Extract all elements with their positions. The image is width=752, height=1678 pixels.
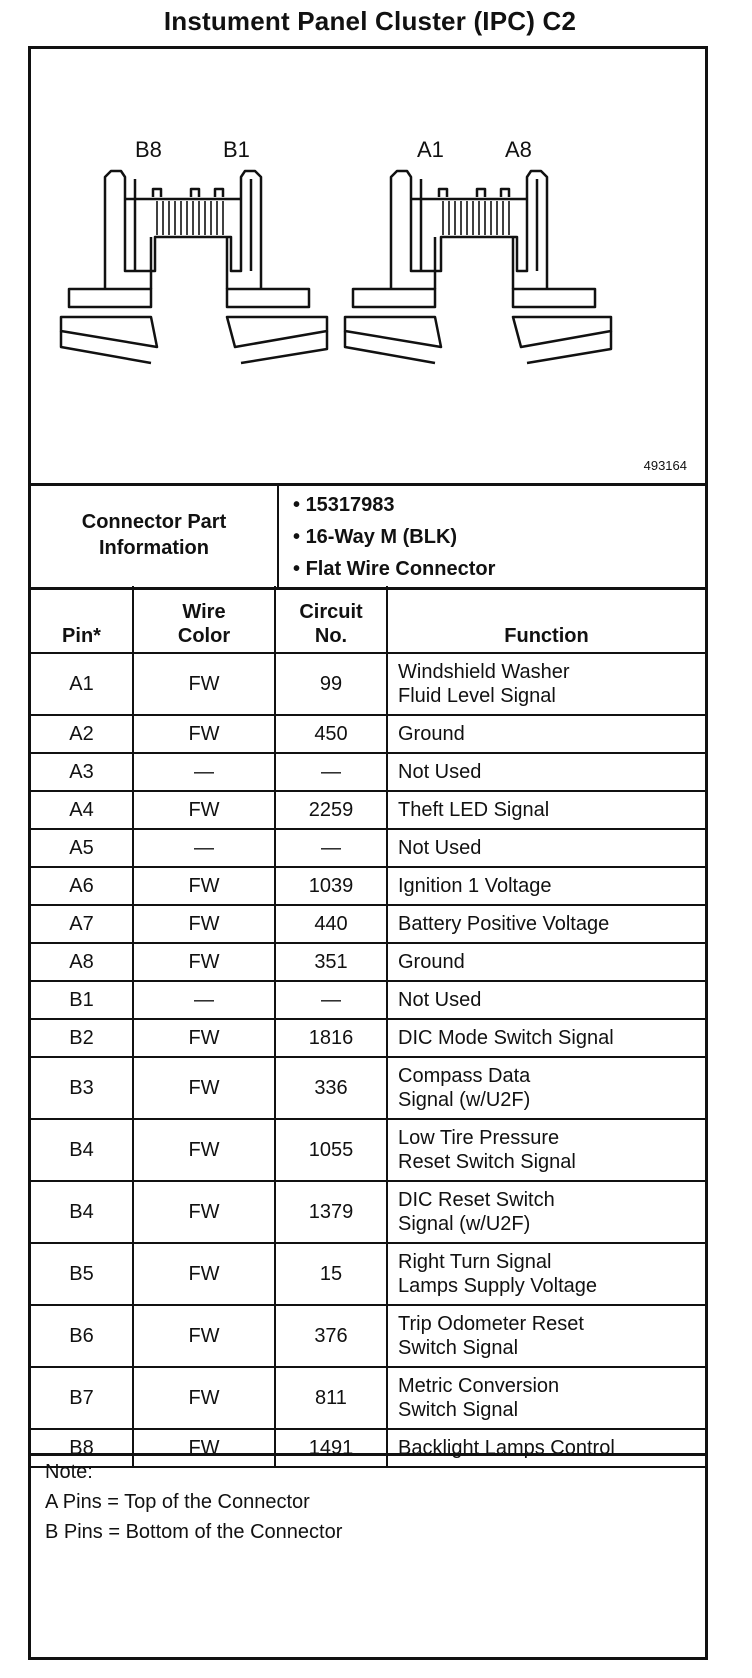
- wire-color-cell: FW: [133, 1367, 275, 1429]
- function-line-1: Ground: [398, 951, 465, 973]
- cpi-label-line2: Information: [99, 537, 209, 559]
- pin-cell: A6: [31, 867, 133, 905]
- table-row: [31, 1057, 705, 1119]
- pin-label-a8: A8: [505, 137, 532, 162]
- connector-type: • 16-Way M (BLK): [293, 521, 495, 553]
- function-line-1: Compass Data: [398, 1065, 531, 1087]
- pin-cell: B3: [31, 1057, 133, 1119]
- function-cell: [387, 715, 705, 753]
- wire-color-cell: FW: [133, 653, 275, 715]
- connector-sheet: [28, 46, 708, 1660]
- wire-color-cell: FW: [133, 1181, 275, 1243]
- function-line-1: DIC Mode Switch Signal: [398, 1027, 614, 1049]
- table-row: [31, 981, 705, 1019]
- function-cell: [387, 1181, 705, 1243]
- pin-cell: A2: [31, 715, 133, 753]
- pin-cell: B1: [31, 981, 133, 1019]
- function-cell: [387, 867, 705, 905]
- note-b-pins: B Pins = Bottom of the Connector: [45, 1521, 343, 1543]
- col-pin: Pin*: [31, 586, 133, 653]
- circuit-cell: 440: [275, 905, 387, 943]
- pin-cell: B2: [31, 1019, 133, 1057]
- wire-color-cell: FW: [133, 715, 275, 753]
- circuit-cell: 336: [275, 1057, 387, 1119]
- wire-color-cell: FW: [133, 1019, 275, 1057]
- table-row: [31, 905, 705, 943]
- note-block: [45, 1457, 342, 1547]
- pinout-table: [31, 586, 705, 1468]
- table-row: [31, 1305, 705, 1367]
- function-line-1: Metric Conversion: [398, 1375, 560, 1397]
- function-line-2: Reset Switch Signal: [398, 1151, 576, 1173]
- function-cell: [387, 943, 705, 981]
- circuit-cell: —: [275, 981, 387, 1019]
- connector-diagram: [31, 49, 705, 486]
- wire-color-cell: —: [133, 981, 275, 1019]
- pin-cell: A5: [31, 829, 133, 867]
- table-row: [31, 1119, 705, 1181]
- wire-color-cell: FW: [133, 867, 275, 905]
- connector-style: • Flat Wire Connector: [293, 553, 495, 585]
- circuit-cell: 1055: [275, 1119, 387, 1181]
- pin-cell: A7: [31, 905, 133, 943]
- wire-color-cell: FW: [133, 1119, 275, 1181]
- function-cell: [387, 1305, 705, 1367]
- function-line-2: Switch Signal: [398, 1337, 519, 1359]
- function-line-1: DIC Reset Switch: [398, 1189, 555, 1211]
- wire-color-cell: FW: [133, 1057, 275, 1119]
- circuit-cell: 1491: [275, 1429, 387, 1467]
- function-cell: [387, 905, 705, 943]
- table-row: [31, 1181, 705, 1243]
- function-line-2: Switch Signal: [398, 1399, 519, 1421]
- function-line-2: Signal (w/U2F): [398, 1213, 531, 1235]
- function-cell: [387, 1057, 705, 1119]
- pin-cell: A1: [31, 653, 133, 715]
- pin-cell: B5: [31, 1243, 133, 1305]
- circuit-cell: 811: [275, 1367, 387, 1429]
- pin-label-a1: A1: [417, 137, 444, 162]
- figure-id: 493164: [643, 458, 687, 473]
- pin-cell: A4: [31, 791, 133, 829]
- function-line-2: Lamps Supply Voltage: [398, 1275, 598, 1297]
- circuit-cell: 1816: [275, 1019, 387, 1057]
- connector-part-info-values: [293, 489, 495, 585]
- function-line-1: Theft LED Signal: [398, 799, 550, 821]
- col-wire-color: Wire Color: [133, 586, 275, 653]
- table-row: [31, 1019, 705, 1057]
- function-line-1: Right Turn Signal: [398, 1251, 552, 1273]
- function-cell: [387, 829, 705, 867]
- table-row: [31, 791, 705, 829]
- table-header-row: [31, 586, 705, 653]
- table-row: [31, 1367, 705, 1429]
- function-line-1: Not Used: [398, 837, 482, 859]
- page-title: Instument Panel Cluster (IPC) C2: [163, 6, 577, 36]
- connector-part-info-label: [31, 483, 279, 587]
- function-cell: [387, 753, 705, 791]
- function-cell: [387, 791, 705, 829]
- pin-cell: A3: [31, 753, 133, 791]
- circuit-cell: 351: [275, 943, 387, 981]
- wire-color-cell: FW: [133, 1243, 275, 1305]
- function-line-2: Signal (w/U2F): [398, 1089, 531, 1111]
- circuit-cell: —: [275, 829, 387, 867]
- connector-left-half: [61, 171, 327, 363]
- function-cell: [387, 653, 705, 715]
- wire-color-cell: —: [133, 829, 275, 867]
- part-number: • 15317983: [293, 489, 495, 521]
- pin-cell: B4: [31, 1181, 133, 1243]
- function-cell: [387, 1119, 705, 1181]
- connector-part-info: [31, 483, 705, 590]
- table-row: [31, 943, 705, 981]
- pin-label-b1: B1: [223, 137, 250, 162]
- connector-drawing: [31, 49, 705, 483]
- connector-right-half: [345, 171, 611, 363]
- function-cell: [387, 1367, 705, 1429]
- circuit-cell: 1039: [275, 867, 387, 905]
- function-line-1: Ignition 1 Voltage: [398, 875, 552, 897]
- pin-cell: B4: [31, 1119, 133, 1181]
- wire-color-cell: FW: [133, 1305, 275, 1367]
- note-a-pins: A Pins = Top of the Connector: [45, 1491, 310, 1513]
- circuit-cell: 2259: [275, 791, 387, 829]
- function-cell: [387, 1019, 705, 1057]
- function-cell: [387, 981, 705, 1019]
- function-line-2: Fluid Level Signal: [398, 685, 556, 707]
- pin-cell: B8: [31, 1429, 133, 1467]
- cpi-label-line1: Connector Part: [81, 511, 227, 533]
- table-row: [31, 653, 705, 715]
- col-function: Function: [387, 586, 705, 653]
- table-row: [31, 829, 705, 867]
- wire-color-cell: FW: [133, 791, 275, 829]
- table-row: [31, 867, 705, 905]
- circuit-cell: 1379: [275, 1181, 387, 1243]
- circuit-cell: 450: [275, 715, 387, 753]
- wire-color-cell: FW: [133, 905, 275, 943]
- function-line-1: Windshield Washer: [398, 661, 570, 683]
- function-line-1: Trip Odometer Reset: [398, 1313, 584, 1335]
- function-line-1: Backlight Lamps Control: [398, 1437, 615, 1459]
- wire-color-cell: FW: [133, 1429, 275, 1467]
- function-line-1: Not Used: [398, 761, 482, 783]
- function-line-1: Not Used: [398, 989, 482, 1011]
- table-row: [31, 1243, 705, 1305]
- pin-label-b8: B8: [135, 137, 162, 162]
- circuit-cell: —: [275, 753, 387, 791]
- wire-color-cell: —: [133, 753, 275, 791]
- pin-cell: B7: [31, 1367, 133, 1429]
- wire-color-cell: FW: [133, 943, 275, 981]
- function-line-1: Ground: [398, 723, 465, 745]
- note-heading: Note:: [45, 1461, 93, 1483]
- col-circuit: Circuit No.: [275, 586, 387, 653]
- function-line-1: Battery Positive Voltage: [398, 913, 610, 935]
- function-cell: [387, 1429, 705, 1467]
- pin-cell: B6: [31, 1305, 133, 1367]
- table-row: [31, 715, 705, 753]
- circuit-cell: 99: [275, 653, 387, 715]
- table-row: [31, 753, 705, 791]
- note-divider: [31, 1453, 705, 1456]
- pin-cell: A8: [31, 943, 133, 981]
- function-cell: [387, 1243, 705, 1305]
- function-line-1: Low Tire Pressure: [398, 1127, 560, 1149]
- circuit-cell: 376: [275, 1305, 387, 1367]
- circuit-cell: 15: [275, 1243, 387, 1305]
